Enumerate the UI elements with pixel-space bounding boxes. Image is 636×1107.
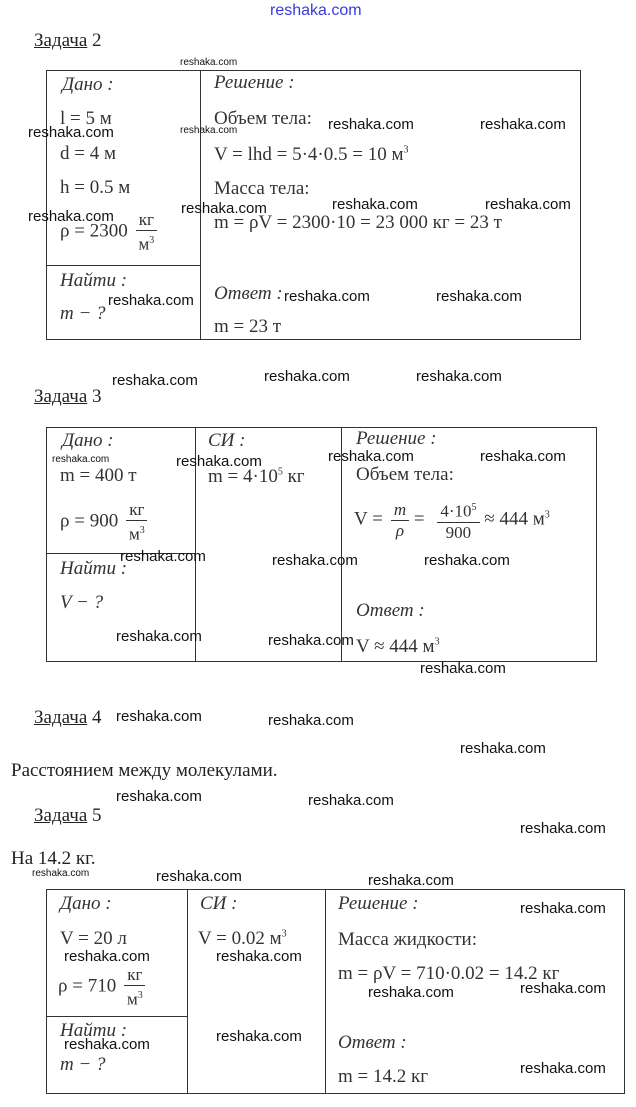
watermark: reshaka.com: [520, 980, 606, 997]
task-number: 3: [92, 386, 102, 407]
divider: [46, 265, 200, 266]
given-V: V = 20 л: [60, 928, 127, 949]
answer-label: Ответ :: [356, 600, 425, 621]
task-2-heading: [34, 30, 102, 52]
watermark: reshaka.com: [28, 208, 114, 225]
answer-label: Ответ :: [214, 283, 283, 304]
watermark: reshaka.com: [328, 448, 414, 465]
mass-equation: m = ρV = 2300·10 = 23 000 кг = 23 т: [214, 212, 502, 233]
given-h: h = 0.5 м: [60, 177, 131, 198]
watermark: reshaka.com: [156, 868, 242, 885]
answer-value: V ≈ 444 $м^3$: [356, 636, 440, 657]
si-unit: кг: [287, 466, 305, 487]
solution-label: Решение :: [214, 72, 295, 93]
watermark: reshaka.com: [308, 792, 394, 809]
task-number: 5: [92, 805, 102, 826]
mass-label: Масса тела:: [214, 178, 310, 199]
unit-fraction: кг $м^3$: [126, 500, 147, 545]
watermark: reshaka.com: [32, 868, 90, 879]
find-value: m − ?: [60, 1054, 106, 1075]
eq-lhs: V =: [354, 508, 383, 530]
eq-fraction-2: $\frac{4\cdot 10^5}{900}$: [437, 498, 479, 543]
given-rho: [58, 965, 145, 1010]
watermark: reshaka.com: [120, 548, 206, 565]
watermark: reshaka.com: [268, 632, 354, 649]
task-number: 4: [92, 707, 102, 728]
unit-denominator: м: [126, 989, 138, 1009]
watermark: reshaka.com: [112, 372, 198, 389]
unit-numerator: кг: [136, 210, 157, 231]
find-label: Найти :: [60, 270, 128, 291]
rho-value: ρ = 2300: [60, 220, 128, 242]
task-4-answer: Расстоянием между молекулами.: [11, 760, 278, 781]
watermark: reshaka.com: [176, 453, 262, 470]
watermark: reshaka.com: [332, 196, 418, 213]
site-header-link[interactable]: reshaka.com: [270, 2, 362, 19]
unit-numerator: кг: [126, 500, 147, 521]
watermark: reshaka.com: [52, 454, 110, 465]
watermark: reshaka.com: [264, 368, 350, 385]
watermark: reshaka.com: [116, 708, 202, 725]
watermark: reshaka.com: [272, 552, 358, 569]
find-label: Найти :: [60, 558, 128, 579]
watermark: reshaka.com: [116, 788, 202, 805]
given-m: m = 400 т: [60, 465, 137, 486]
watermark: reshaka.com: [480, 448, 566, 465]
watermark: reshaka.com: [368, 984, 454, 1001]
watermark: reshaka.com: [116, 628, 202, 645]
watermark: reshaka.com: [328, 116, 414, 133]
si-label: СИ :: [200, 893, 238, 914]
divider: [187, 889, 188, 1093]
watermark: reshaka.com: [64, 948, 150, 965]
find-value: m − ?: [60, 303, 106, 324]
watermark: reshaka.com: [460, 740, 546, 757]
task-label: Задача: [34, 707, 88, 728]
task-label: Задача: [34, 386, 88, 407]
watermark: reshaka.com: [180, 125, 238, 136]
volume-equation: V = lhd = 5·4·0.5 = 10 $м^3$: [214, 144, 409, 165]
watermark: reshaka.com: [284, 288, 370, 305]
watermark: reshaka.com: [520, 1060, 606, 1077]
watermark: reshaka.com: [64, 1036, 150, 1053]
unit-fraction: кг $м^3$: [136, 210, 157, 255]
volume-label: Объем тела:: [356, 464, 454, 485]
mass-equation: m = ρV = 710·0.02 = 14.2 кг: [338, 963, 560, 984]
eq-num: m: [391, 500, 409, 521]
si-text: V = 0.02 м: [198, 928, 282, 949]
watermark: reshaka.com: [436, 288, 522, 305]
watermark: reshaka.com: [216, 1028, 302, 1045]
watermark: reshaka.com: [368, 872, 454, 889]
unit-denominator: м: [138, 234, 150, 254]
watermark: reshaka.com: [485, 196, 571, 213]
watermark: reshaka.com: [520, 820, 606, 837]
volume-equation: V = $\frac{m}{\rho}$ = $\frac{4\cdot 10^5}{900}$ ≈ 444 $м^3$: [354, 499, 550, 542]
equation-text: V = lhd = 5·4·0.5 = 10 м: [214, 144, 404, 165]
task-4-heading: [34, 707, 102, 729]
watermark: reshaka.com: [180, 57, 238, 68]
given-d: d = 4 м: [60, 143, 116, 164]
task-5-answer: На 14.2 кг.: [11, 848, 96, 869]
find-value: V − ?: [60, 592, 104, 613]
watermark: reshaka.com: [520, 900, 606, 917]
solution-label: Решение :: [356, 428, 437, 449]
given-label: Дано :: [60, 893, 112, 914]
find-label: Найти :: [60, 1020, 128, 1041]
answer-label: Ответ :: [338, 1032, 407, 1053]
divider: [325, 889, 326, 1093]
answer-value: m = 14.2 кг: [338, 1066, 429, 1087]
unit-numerator: кг: [124, 965, 145, 986]
given-l: l = 5 м: [60, 108, 112, 129]
si-exponent: 5: [277, 466, 283, 478]
unit-denominator: м: [128, 524, 140, 544]
si-mantissa: m = 4·10: [208, 466, 278, 487]
watermark: reshaka.com: [416, 368, 502, 385]
given-label: Дано :: [62, 430, 114, 451]
watermark: reshaka.com: [268, 712, 354, 729]
unit-fraction: кг $м^3$: [124, 965, 145, 1010]
si-label: СИ :: [208, 430, 246, 451]
solution-label: Решение :: [338, 893, 419, 914]
si-value: V = 0.02 $м^3$: [198, 928, 287, 949]
task-number: 2: [92, 30, 102, 51]
rho-value: ρ = 900: [60, 510, 119, 532]
task-label: Задача: [34, 30, 88, 51]
answer-text: V ≈ 444 м: [356, 636, 435, 657]
eq-result: ≈ 444 м: [484, 508, 545, 530]
answer-value: m = 23 т: [214, 316, 282, 337]
given-label: Дано :: [62, 74, 114, 95]
watermark: reshaka.com: [108, 292, 194, 309]
eq-den: ρ: [395, 520, 405, 540]
task-label: Задача: [34, 805, 88, 826]
watermark: reshaka.com: [424, 552, 510, 569]
watermark: reshaka.com: [420, 660, 506, 677]
given-rho: [60, 500, 147, 545]
volume-label: Объем тела:: [214, 108, 312, 129]
eq-fraction-1: [391, 500, 409, 541]
eq-den: 900: [445, 522, 472, 542]
eq-num: 4·10: [440, 501, 472, 521]
watermark: reshaka.com: [480, 116, 566, 133]
rho-value: ρ = 710: [58, 975, 117, 997]
watermark: reshaka.com: [28, 124, 114, 141]
mass-label: Масса жидкости:: [338, 929, 477, 950]
watermark: reshaka.com: [216, 948, 302, 965]
divider: [46, 1016, 187, 1017]
task-3-heading: [34, 386, 102, 408]
task-5-heading: [34, 805, 102, 827]
watermark: reshaka.com: [181, 200, 267, 217]
